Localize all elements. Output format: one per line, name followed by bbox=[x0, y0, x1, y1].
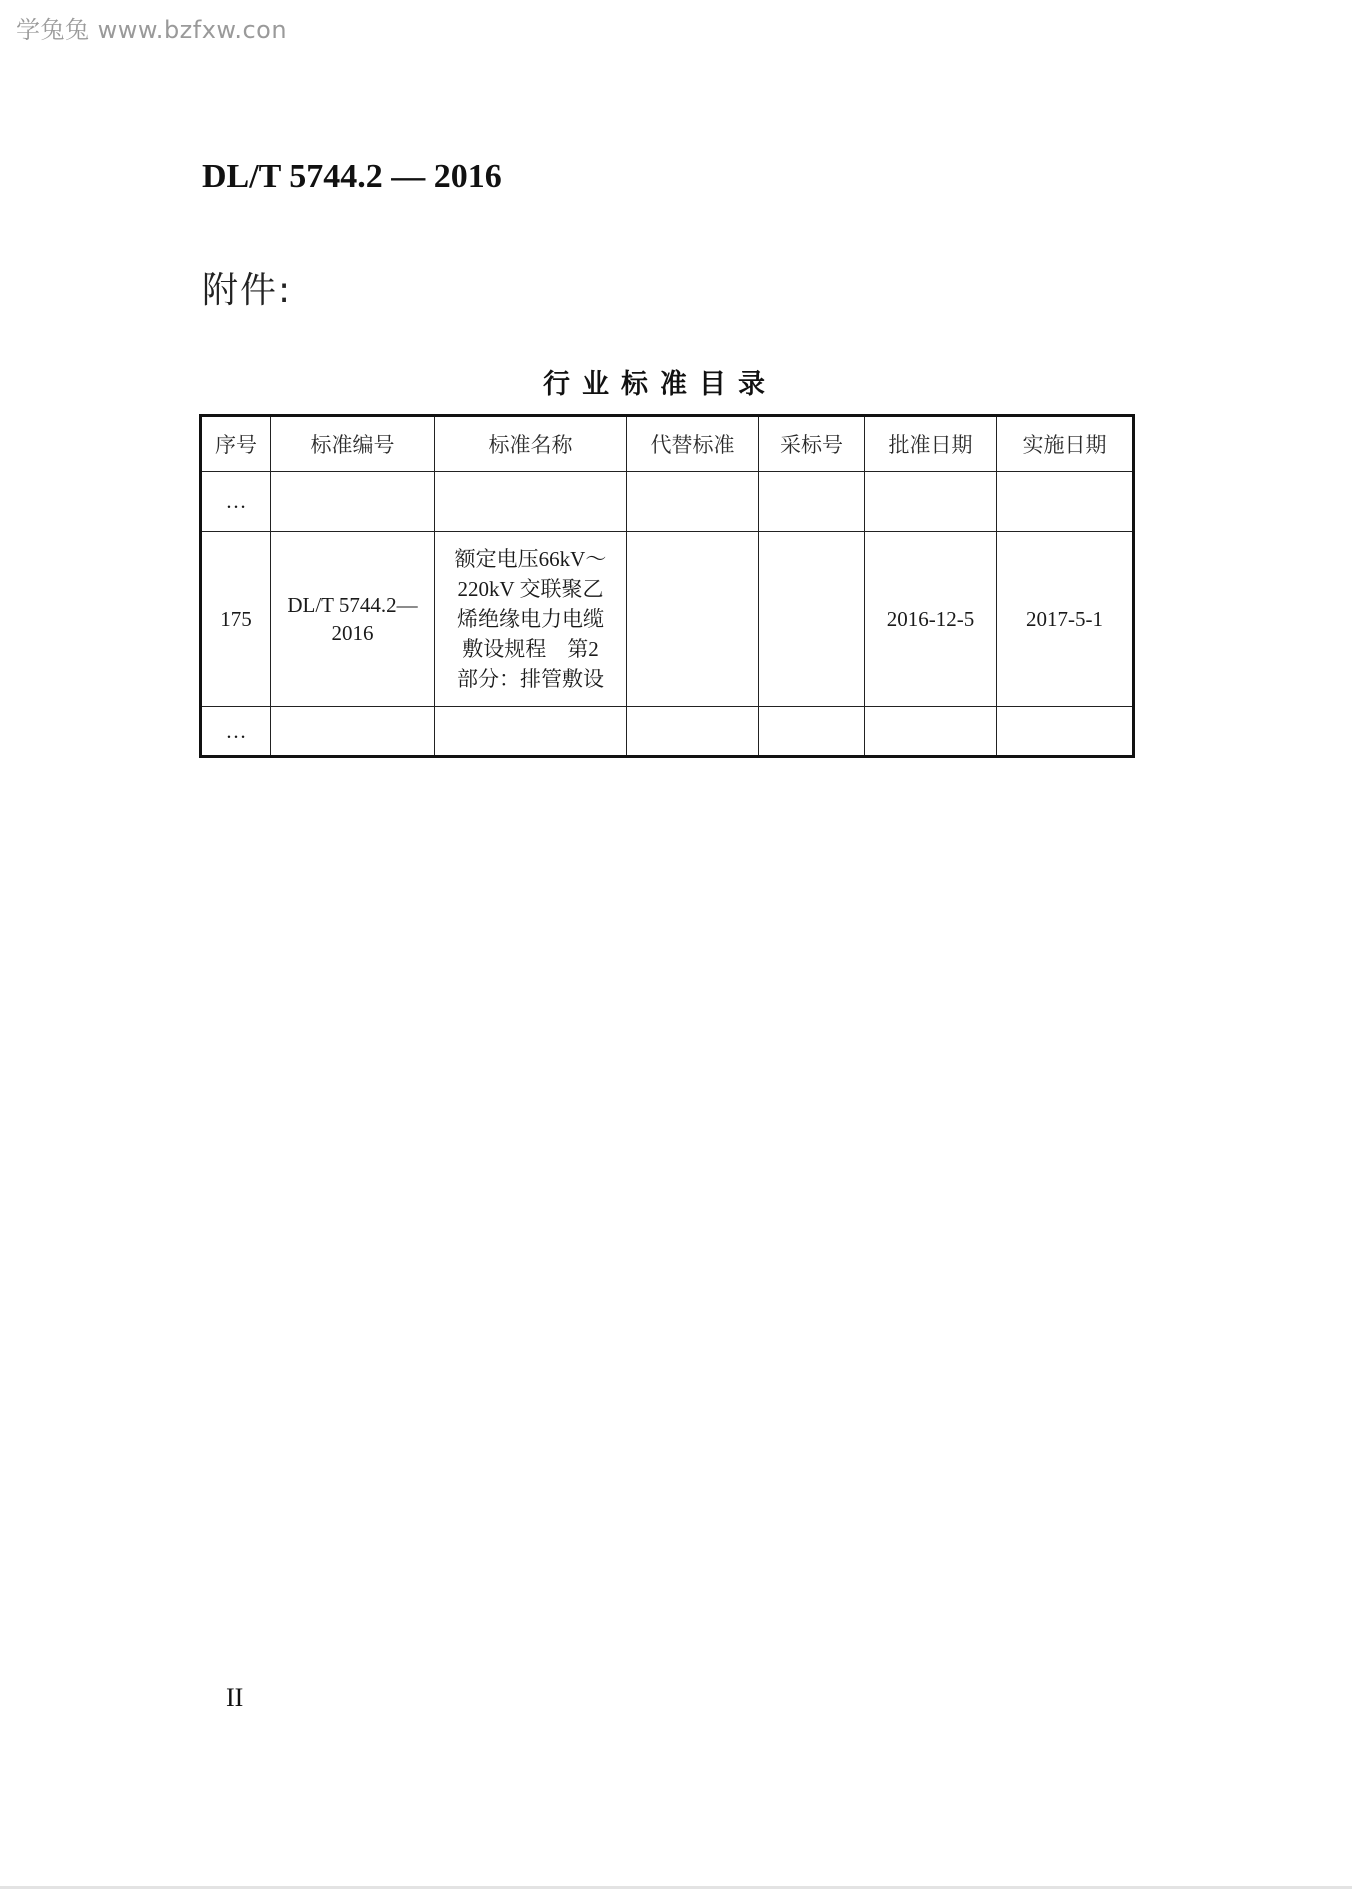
cell-implementation-date bbox=[997, 707, 1134, 757]
standard-name-line: 敷设规程 第2 bbox=[462, 637, 599, 661]
cell-standard-name bbox=[435, 532, 627, 707]
table-row bbox=[201, 707, 1134, 757]
cell-approval-date bbox=[865, 472, 997, 532]
cell-implementation-date: 2017-5-1 bbox=[997, 532, 1134, 707]
header-implementation-date: 实施日期 bbox=[997, 416, 1134, 472]
cell-standard-code bbox=[271, 472, 435, 532]
cell-adopted-number bbox=[759, 472, 865, 532]
page-bottom-divider bbox=[0, 1886, 1352, 1889]
standard-code-line: DL/T 5744.2— bbox=[287, 593, 418, 617]
cell-standard-name bbox=[435, 472, 627, 532]
cell-replaced-standard bbox=[627, 472, 759, 532]
table-title: 行业标准目录 bbox=[543, 369, 777, 400]
table-row bbox=[201, 532, 1134, 707]
cell-standard-code bbox=[271, 707, 435, 757]
table-row bbox=[201, 472, 1134, 532]
header-standard-code: 标准编号 bbox=[271, 416, 435, 472]
header-standard-name: 标准名称 bbox=[435, 416, 627, 472]
cell-standard-code bbox=[271, 532, 435, 707]
standard-name-line: 部分：排管敷设 bbox=[457, 667, 604, 691]
standards-catalog-table bbox=[199, 414, 1135, 758]
cell-implementation-date bbox=[997, 472, 1134, 532]
watermark: 学兔兔 www.bzfxw.con bbox=[16, 16, 288, 44]
cell-replaced-standard bbox=[627, 707, 759, 757]
cell-seq: … bbox=[201, 472, 271, 532]
header-adopted-number: 采标号 bbox=[759, 416, 865, 472]
header-seq: 序号 bbox=[201, 416, 271, 472]
cell-seq: … bbox=[201, 707, 271, 757]
cell-seq: 175 bbox=[201, 532, 271, 707]
table-header-row bbox=[201, 416, 1134, 472]
cell-standard-name bbox=[435, 707, 627, 757]
cell-replaced-standard bbox=[627, 532, 759, 707]
standard-name-line: 220kV 交联聚乙 bbox=[457, 577, 604, 601]
attachment-label: 附件: bbox=[202, 270, 293, 311]
cell-approval-date bbox=[865, 707, 997, 757]
standard-name-line: 烯绝缘电力电缆 bbox=[457, 607, 604, 631]
cell-approval-date: 2016-12-5 bbox=[865, 532, 997, 707]
header-replaced-standard: 代替标准 bbox=[627, 416, 759, 472]
standard-code-line: 2016 bbox=[331, 621, 374, 645]
cell-adopted-number bbox=[759, 532, 865, 707]
header-approval-date: 批准日期 bbox=[865, 416, 997, 472]
standard-name-line: 额定电压66kV～ bbox=[454, 547, 607, 571]
page-number: II bbox=[226, 1683, 244, 1712]
document-number: DL/T 5744.2 — 2016 bbox=[202, 158, 502, 195]
cell-adopted-number bbox=[759, 707, 865, 757]
